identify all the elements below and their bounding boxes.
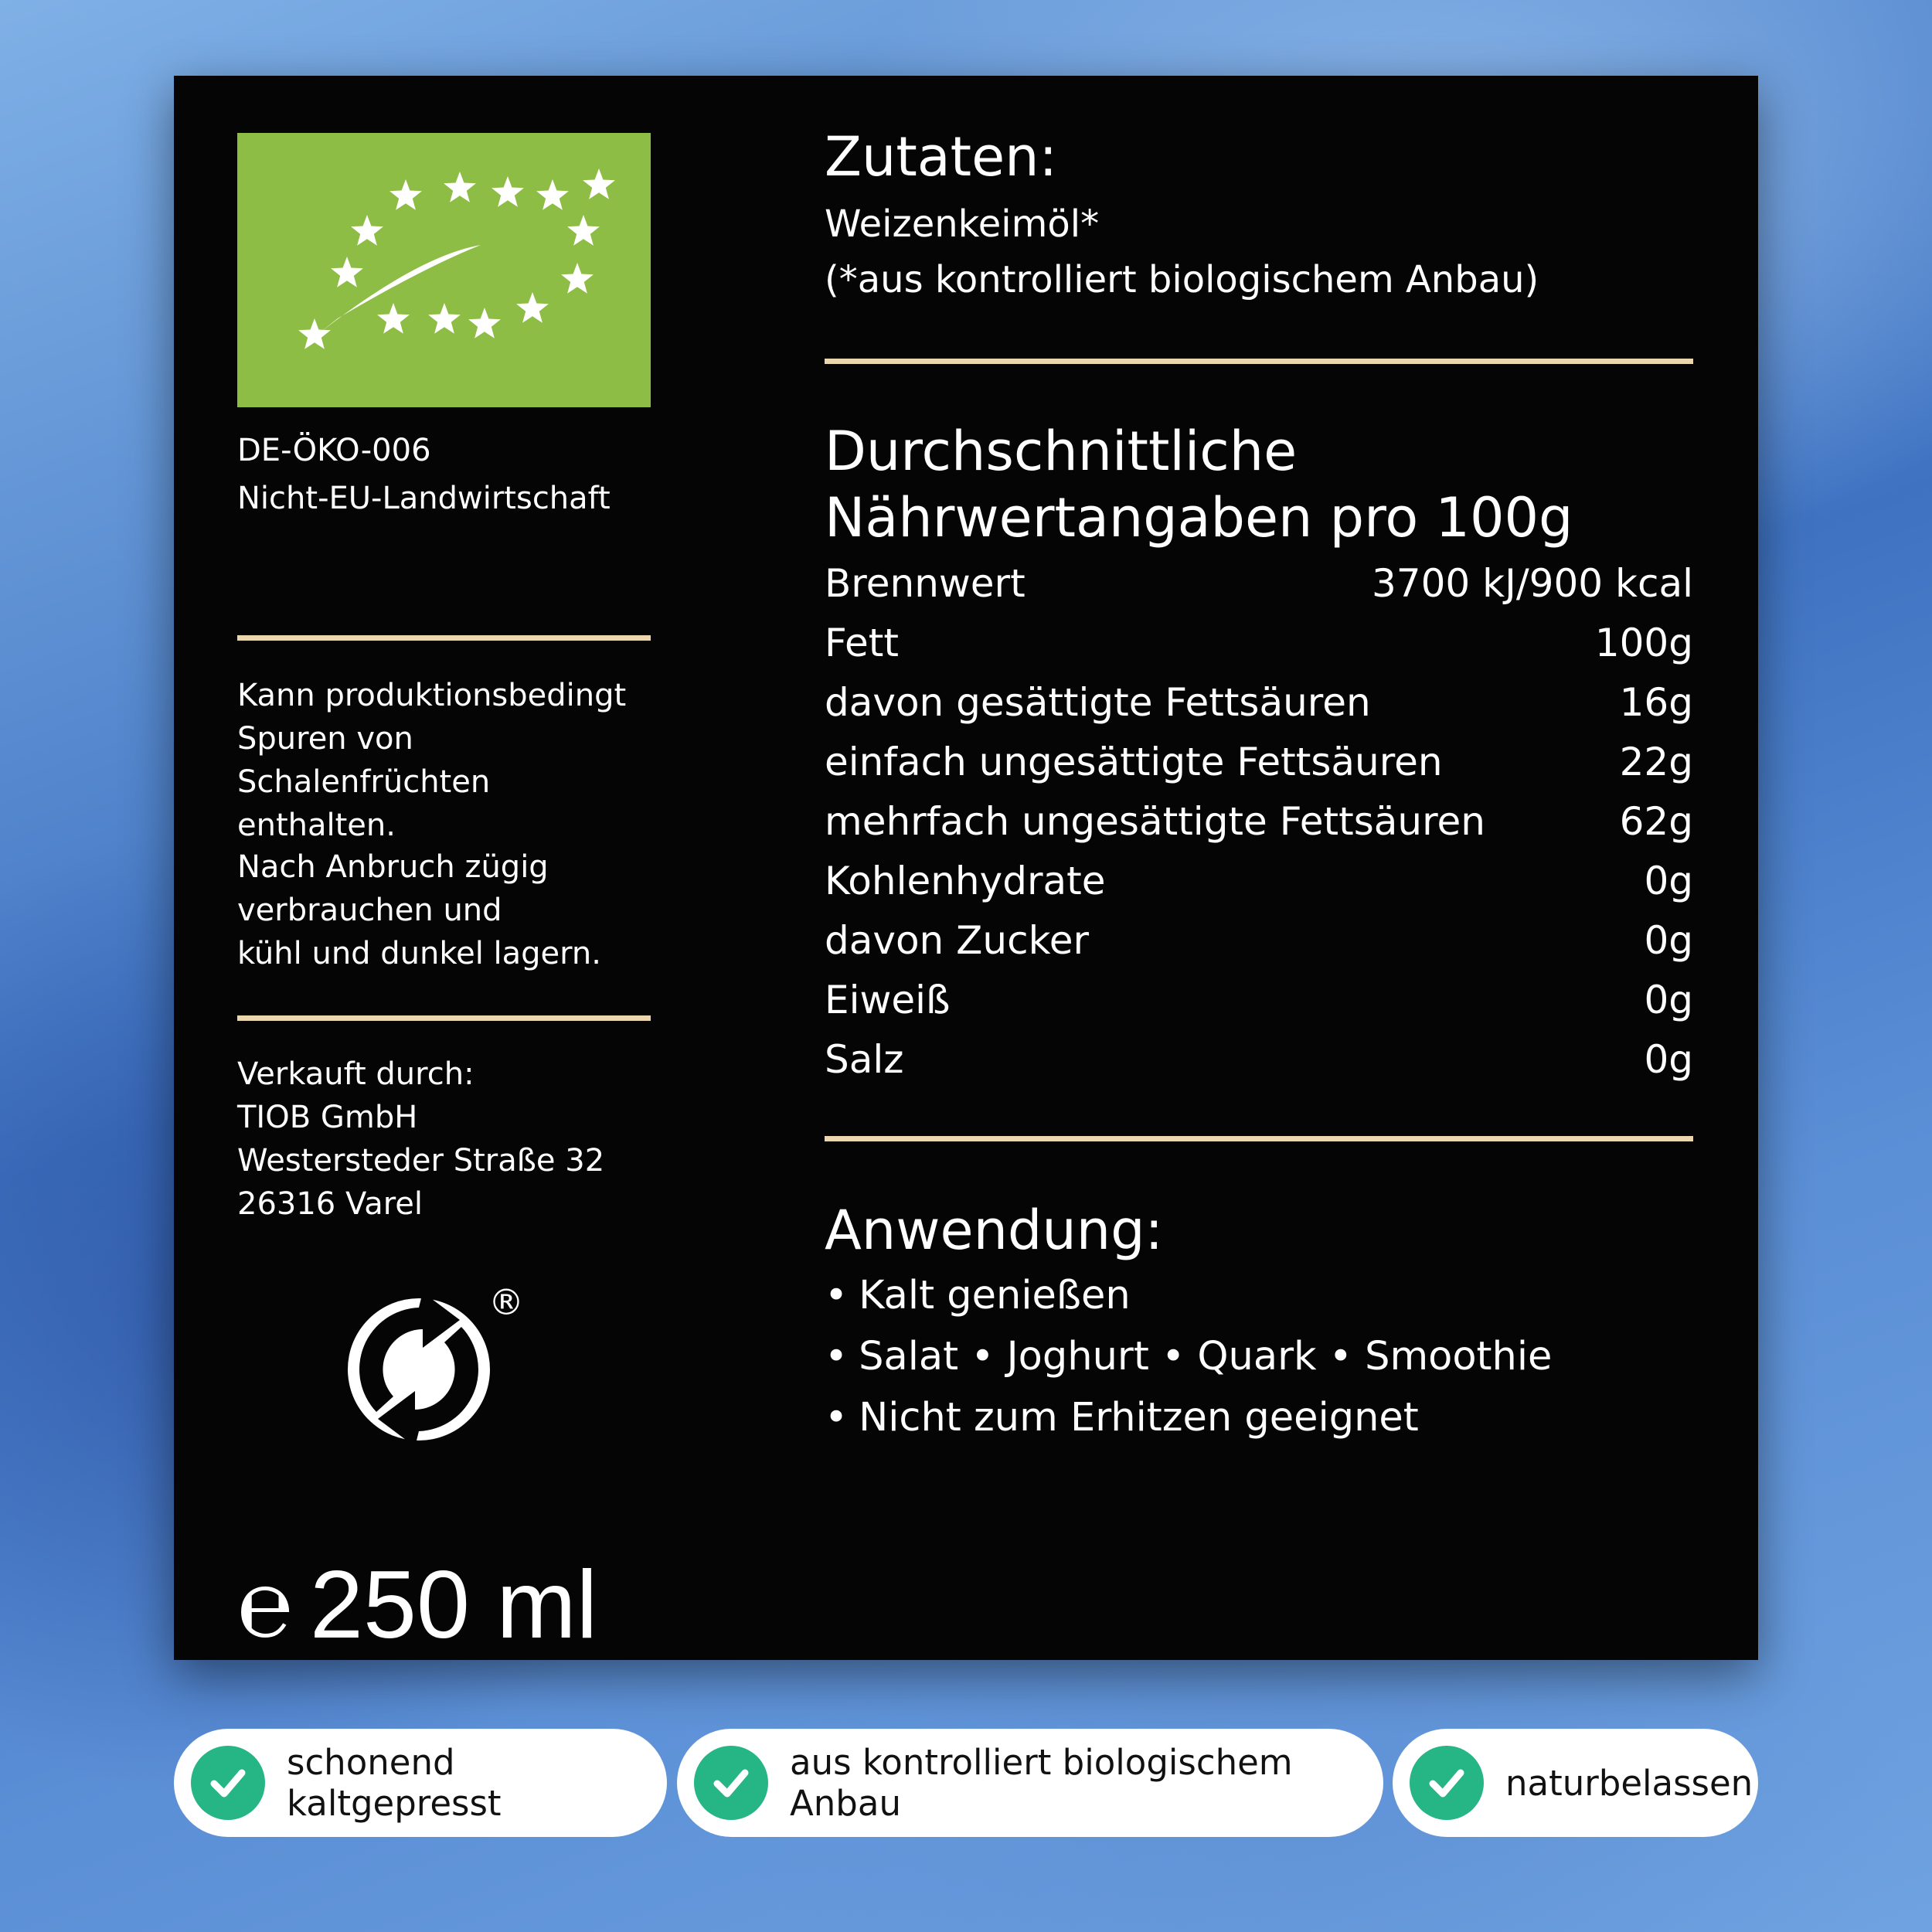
- storage-line-3: kühl und dunkel lagern.: [237, 936, 601, 971]
- nutrition-row: [825, 971, 1693, 1030]
- seller-name: TIOB GmbH: [237, 1100, 418, 1135]
- nutrition-value: 16g: [1619, 680, 1693, 725]
- nutrition-label: davon gesättigte Fettsäuren: [825, 680, 1371, 725]
- nutrition-label: mehrfach ungesättigte Fettsäuren: [825, 799, 1485, 844]
- seller-info: [237, 1053, 670, 1226]
- feature-badges: [0, 1729, 1932, 1837]
- ingredients-item: Weizenkeimöl*: [825, 202, 1100, 246]
- nutrition-row: [825, 1030, 1693, 1090]
- nutrition-label: Salz: [825, 1037, 904, 1082]
- usage-item: • Kalt genießen: [825, 1273, 1131, 1318]
- right-divider-2: [825, 1136, 1693, 1141]
- nutrition-value: 0g: [1644, 918, 1693, 963]
- eu-organic-leaf-icon: [237, 133, 651, 407]
- volume: [237, 1551, 670, 1658]
- nutrition-label: Kohlenhydrate: [825, 859, 1106, 903]
- nutrition-row: [825, 614, 1693, 673]
- nutrition-label: einfach ungesättigte Fettsäuren: [825, 740, 1443, 784]
- nutrition-value: 62g: [1619, 799, 1693, 844]
- nutrition-label: davon Zucker: [825, 918, 1090, 963]
- usage-item: • Salat • Joghurt • Quark • Smoothie: [825, 1334, 1553, 1379]
- badge-label: aus kontrolliert biologischem Anbau: [790, 1742, 1293, 1824]
- storage-line-1: Nach Anbruch zügig: [237, 849, 549, 885]
- nutrition-title-line-2: Nährwertangaben pro 100g: [825, 486, 1573, 549]
- nutrition-label: Eiweiß: [825, 978, 951, 1022]
- traces-line-2: Spuren von Schalenfrüchten: [237, 721, 491, 800]
- nutrition-value: 100g: [1594, 621, 1693, 665]
- traces-line-1: Kann produktionsbedingt: [237, 678, 627, 713]
- nutrition-row: [825, 792, 1693, 852]
- nutrition-row: [825, 554, 1693, 614]
- traces-line-3: enthalten.: [237, 808, 396, 843]
- green-dot-recycling-icon: [345, 1292, 500, 1447]
- certification-origin: Nicht-EU-Landwirtschaft: [237, 481, 611, 516]
- badge-label: naturbelassen: [1505, 1762, 1753, 1804]
- nutrition-label: Brennwert: [825, 561, 1026, 606]
- estimate-sign: ℮: [237, 1551, 294, 1658]
- left-divider-1: [237, 635, 651, 641]
- nutrition-label: Fett: [825, 621, 899, 665]
- badge-natural: [1393, 1729, 1758, 1837]
- right-divider-1: [825, 359, 1693, 364]
- usage-title: Anwendung:: [825, 1199, 1164, 1262]
- certification-code: DE-ÖKO-006: [237, 433, 431, 468]
- check-icon: [694, 1746, 768, 1820]
- badge-label: schonend kaltgepresst: [287, 1742, 502, 1824]
- registered-mark: ®: [488, 1281, 524, 1323]
- left-divider-2: [237, 1015, 651, 1021]
- product-label-panel: [174, 76, 1758, 1660]
- nutrition-value: 0g: [1644, 1037, 1693, 1082]
- seller-city: 26316 Varel: [237, 1186, 423, 1222]
- nutrition-row: [825, 673, 1693, 733]
- nutrition-value: 0g: [1644, 978, 1693, 1022]
- nutrition-value: 3700 kJ/900 kcal: [1372, 561, 1693, 606]
- nutrition-row: [825, 852, 1693, 911]
- nutrition-table: [825, 554, 1693, 1090]
- seller-label: Verkauft durch:: [237, 1056, 474, 1092]
- seller-street: Westersteder Straße 32: [237, 1143, 605, 1179]
- storage-line-2: verbrauchen und: [237, 893, 502, 928]
- nutrition-row: [825, 733, 1693, 792]
- usage-item: • Nicht zum Erhitzen geeignet: [825, 1395, 1419, 1440]
- check-icon: [1410, 1746, 1484, 1820]
- check-icon: [191, 1746, 265, 1820]
- left-column: [237, 133, 651, 1658]
- ingredients-title: Zutaten:: [825, 125, 1058, 189]
- nutrition-value: 0g: [1644, 859, 1693, 903]
- usage-list: [825, 1265, 1693, 1448]
- volume-text: 250 ml: [310, 1552, 598, 1658]
- right-column: [825, 122, 1693, 1448]
- ingredients-footnote: (*aus kontrolliert biologischem Anbau): [825, 258, 1539, 301]
- nutrition-title-line-1: Durchschnittliche: [825, 420, 1298, 483]
- nutrition-row: [825, 911, 1693, 971]
- badge-organic: [677, 1729, 1383, 1837]
- nutrition-value: 22g: [1619, 740, 1693, 784]
- badge-cold-pressed: [174, 1729, 667, 1837]
